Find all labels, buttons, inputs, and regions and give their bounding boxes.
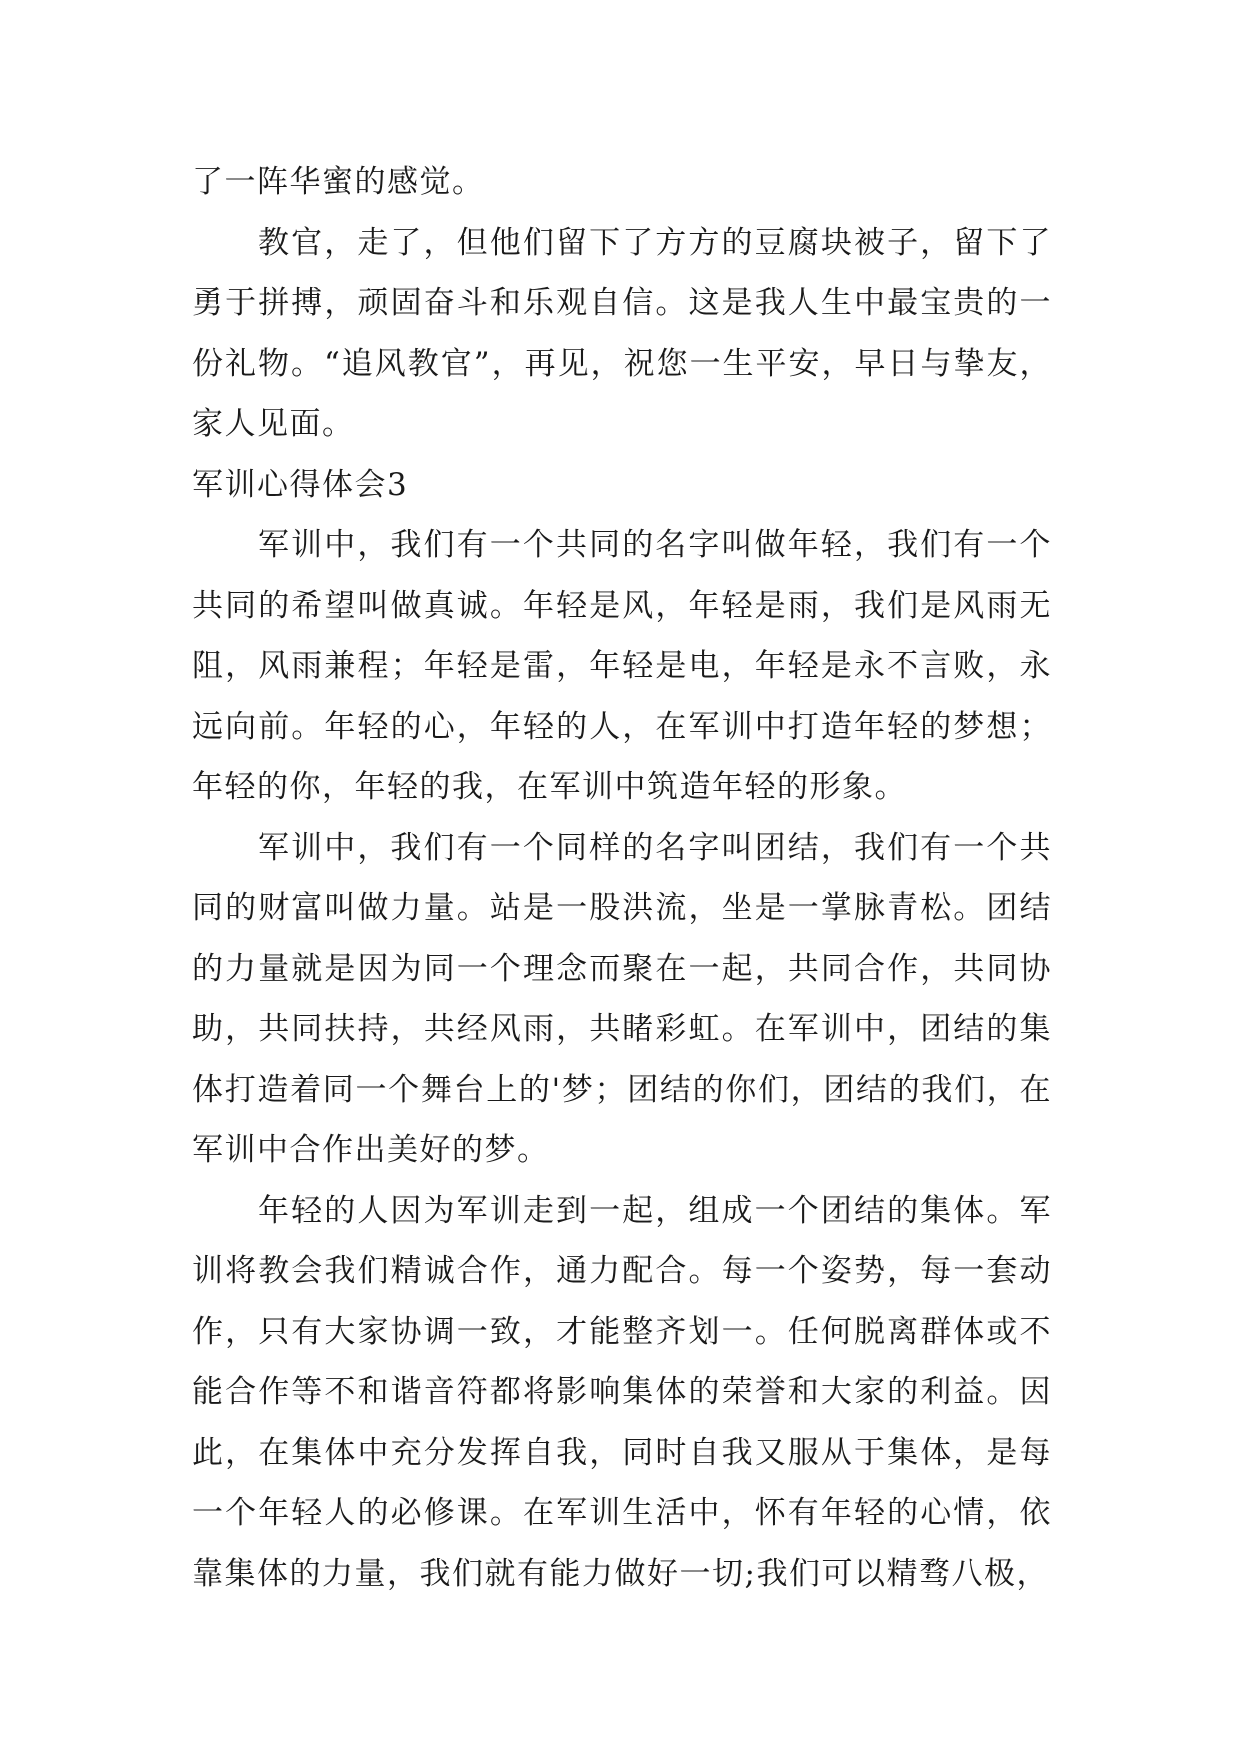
document-body — [192, 152, 1052, 1604]
paragraph-instructor-farewell: 教官，走了，但他们留下了方方的豆腐块被子，留下了勇于拼搏，顽固奋斗和乐观自信。这是我人生中最宝贵的一份礼物。“追风教官”，再见，祝您一生平安，早日与挚友，家人见面。 — [192, 224, 1052, 442]
paragraph-continuation: 了一阵华蜜的感觉。 — [192, 164, 485, 200]
paragraph-youth: 军训中，我们有一个共同的名字叫做年轻，我们有一个共同的希望叫做真诚。年轻是风，年轻是雨，我们是风雨无阻，风雨兼程；年轻是雷，年轻是电，年轻是永不言败，永远向前。年轻的心，年轻的人，在军训中打造年轻的梦想；年轻的你，年轻的我，在军训中筑造年轻的形象。 — [192, 527, 1052, 805]
paragraph-unity: 军训中，我们有一个同样的名字叫团结，我们有一个共同的财富叫做力量。站是一股洪流，坐是一掌脉青松。团结的力量就是因为同一个理念而聚在一起，共同合作，共同协助，共同扶持，共经风雨，共睹彩虹。在军训中，团结的集体打造着同一个舞台上的'梦；团结的你们，团结的我们，在军训中合作出美好的梦。 — [192, 829, 1052, 1168]
section-heading: 军训心得体会3 — [192, 466, 409, 503]
paragraph-collective: 年轻的人因为军训走到一起，组成一个团结的集体。军训将教会我们精诚合作，通力配合。每一个姿势，每一套动作，只有大家协调一致，才能整齐划一。任何脱离群体或不能合作等不和谐音符都将影响集体的荣誉和大家的利益。因此，在集体中充分发挥自我，同时自我又服从于集体，是每一个年轻人的必修课。在军训生活中，怀有年轻的心情，依靠集体的力量，我们就有能力做好一切;我们可以精骛八极， — [192, 1192, 1052, 1592]
